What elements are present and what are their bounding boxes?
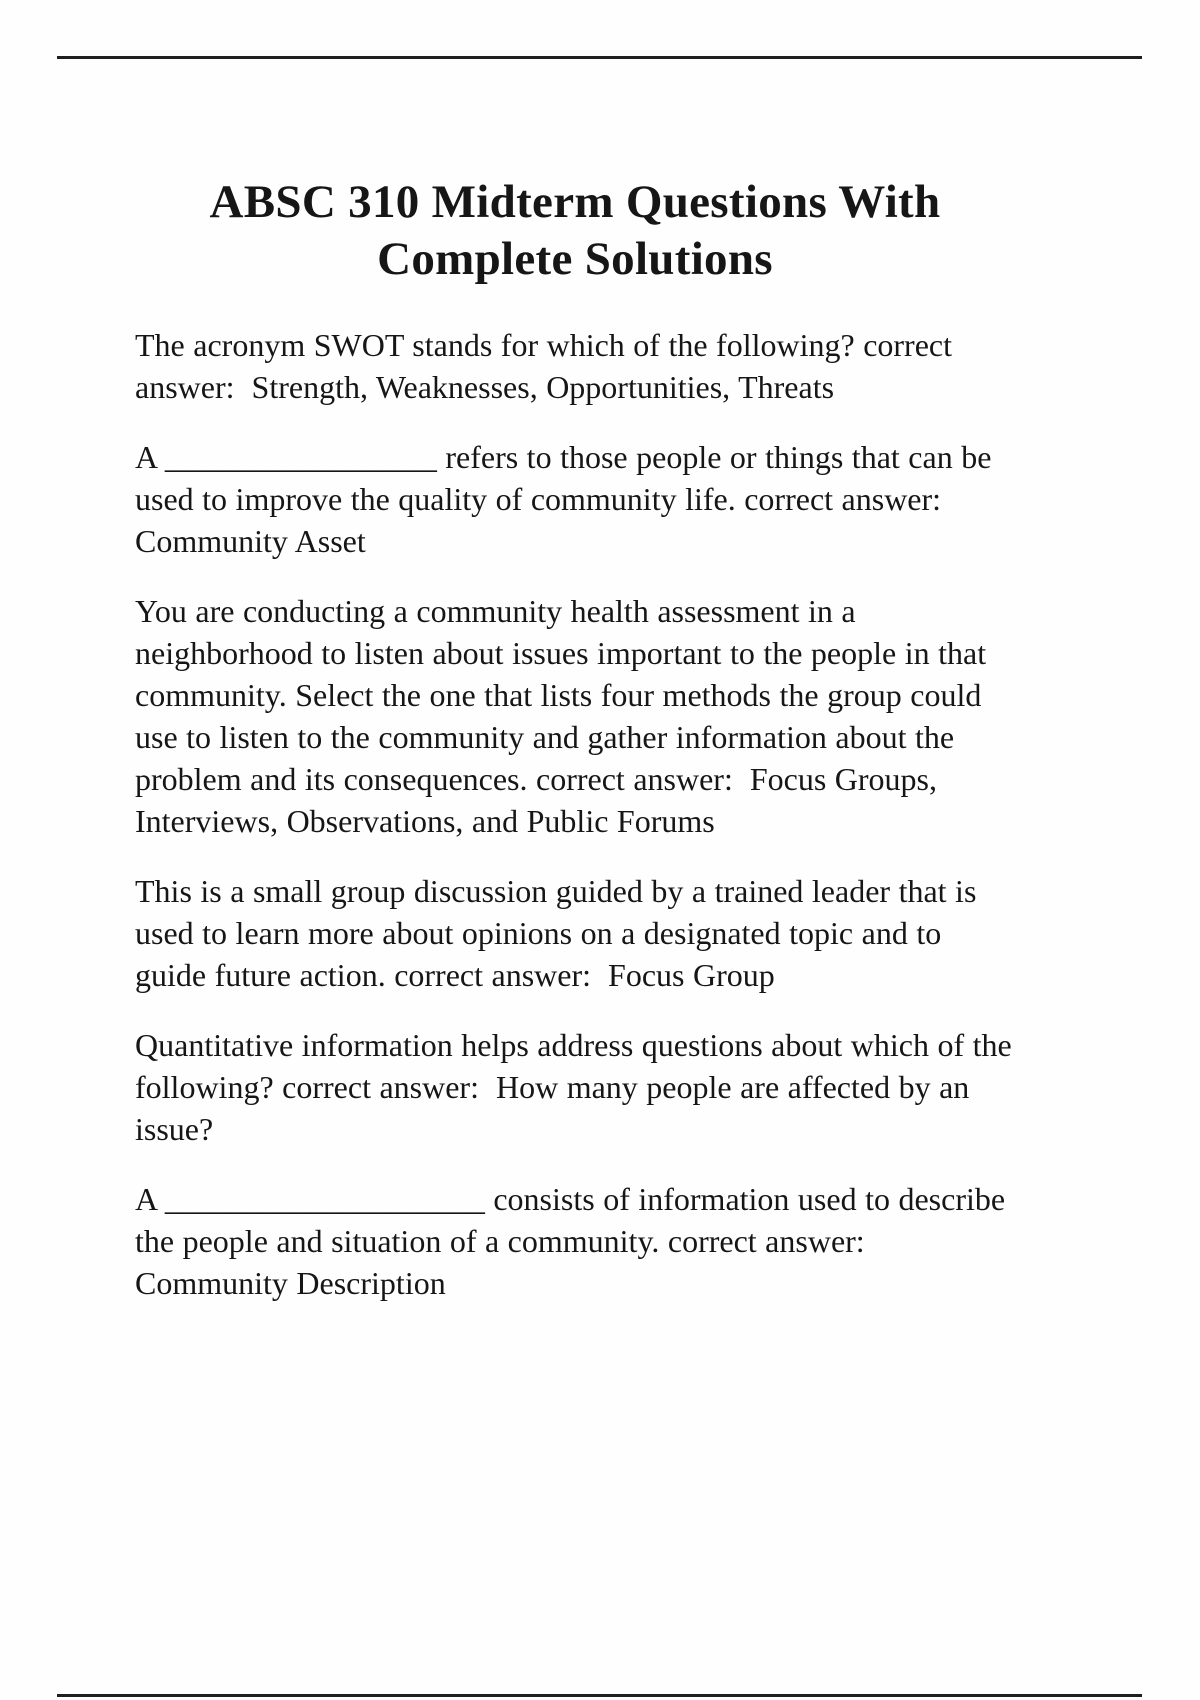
top-horizontal-rule (57, 56, 1142, 59)
bottom-horizontal-rule (57, 1694, 1142, 1697)
qa-paragraph-community-asset: A _________________ refers to those people or things that can be used to improve the quality of community life. correct answer: Community Asset (135, 439, 992, 559)
question-list (135, 324, 1015, 1304)
qa-paragraph-focus-group: This is a small group discussion guided by a trained leader that is used to learn more about opinions on a designated topic and to guide future action. correct answer: Focus Group (135, 873, 977, 993)
page-title-line-1: ABSC 310 Midterm Questions With (209, 176, 941, 228)
qa-paragraph-listening-methods: You are conducting a community health assessment in a neighborhood to listen about issues important to the people in that community. Select the one that lists four methods the group could use to listen to the community and gather information about the problem and its consequences. correct answer: Focus Groups, Interviews, Observations, and Public Forums (135, 593, 987, 839)
page-title (135, 174, 1015, 288)
qa-paragraph-quantitative-information: Quantitative information helps address questions about which of the following? correct answer: How many people are affected by an issue? (135, 1027, 1012, 1147)
page-title-line-2: Complete Solutions (377, 233, 773, 285)
qa-paragraph-community-description: A ____________________ consists of information used to describe the people and situation of a community. correct answer: Community Description (135, 1181, 1006, 1301)
document-content (135, 174, 1015, 1332)
qa-paragraph-swot: The acronym SWOT stands for which of the following? correct answer: Strength, Weaknesses, Opportunities, Threats (135, 327, 952, 405)
